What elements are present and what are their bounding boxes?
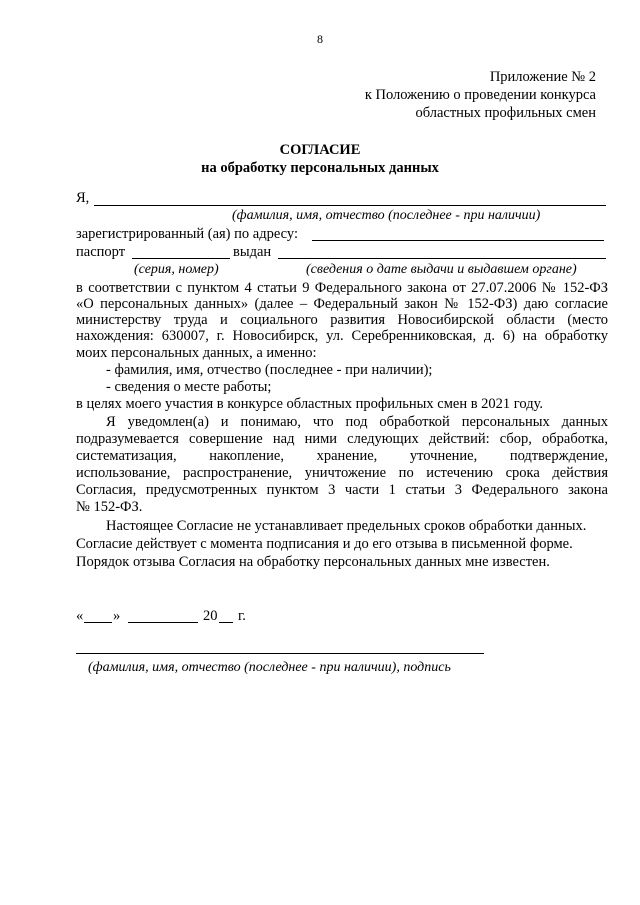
passport-number-blank[interactable] bbox=[132, 258, 230, 259]
year-prefix: 20 bbox=[203, 608, 218, 624]
paragraph-3-line: Порядок отзыва Согласия на обработку персональных данных мне известен. bbox=[76, 554, 550, 570]
signature-blank[interactable] bbox=[76, 653, 484, 654]
paragraph-2-line: подразумевается совершение над ними следующих действий: сбор, обработка, bbox=[76, 431, 608, 447]
paragraph-3-line: Согласие действует с момента подписания и до его отзыва в письменной форме. bbox=[76, 536, 573, 552]
appendix-line-3: областных профильных смен bbox=[415, 105, 596, 121]
paragraph-2-line: систематизация, накопление, хранение, уточнение, подтверждение, bbox=[76, 448, 608, 464]
fio-hint: (фамилия, имя, отчество (последнее - при наличии) bbox=[232, 208, 541, 223]
series-hint: (серия, номер) bbox=[134, 262, 219, 277]
date-close-quote: » bbox=[113, 608, 121, 624]
registration-label: зарегистрированный (ая) по адресу: bbox=[76, 226, 298, 242]
appendix-line-2: к Положению о проведении конкурса bbox=[364, 87, 596, 103]
issued-by-blank[interactable] bbox=[278, 258, 606, 259]
paragraph-1-line: нахождения: 630007, г. Новосибирск, ул. Серебренниковская, д. 6) на обработку bbox=[76, 328, 608, 344]
address-blank[interactable] bbox=[312, 240, 604, 241]
paragraph-3-line: Настоящее Согласие не устанавливает предельных сроков обработки данных. bbox=[106, 518, 587, 534]
paragraph-1-line: «О персональных данных» (далее – Федеральный закон № 152-ФЗ) даю согласие bbox=[76, 296, 608, 312]
list-item: - сведения о месте работы; bbox=[106, 379, 272, 395]
document-subtitle: на обработку персональных данных bbox=[201, 160, 439, 176]
document-title: СОГЛАСИЕ bbox=[279, 142, 361, 158]
page-number: 8 bbox=[317, 32, 323, 46]
issue-hint: (сведения о дате выдачи и выдавшем органе) bbox=[306, 262, 577, 277]
signature-hint: (фамилия, имя, отчество (последнее - при наличии), подпись bbox=[88, 660, 451, 675]
purpose-line: в целях моего участия в конкурсе областных профильных смен в 2021 году. bbox=[76, 396, 544, 412]
paragraph-2-line: № 152-ФЗ. bbox=[76, 499, 143, 515]
paragraph-2-line: Я уведомлен(а) и понимаю, что под обработкой персональных данных bbox=[106, 414, 608, 430]
appendix-line-1: Приложение № 2 bbox=[489, 69, 596, 85]
paragraph-1-line: министерству труда и социального развития Новосибирской области (место bbox=[76, 312, 608, 328]
paragraph-2-line: использование, распространение, уничтожение по истечению срока действия bbox=[76, 465, 608, 481]
issued-label: выдан bbox=[233, 244, 272, 260]
date-open-quote: « bbox=[76, 608, 84, 624]
passport-label: паспорт bbox=[76, 244, 126, 260]
day-blank[interactable] bbox=[84, 622, 112, 623]
year-suffix: г. bbox=[238, 608, 246, 624]
paragraph-2-line: Согласия, предусмотренных пунктом 3 части 1 статьи 3 Федерального закона bbox=[76, 482, 608, 498]
month-blank[interactable] bbox=[128, 622, 198, 623]
paragraph-1-line: в соответствии с пунктом 4 статьи 9 Федерального закона от 27.07.2006 № 152-ФЗ bbox=[76, 280, 608, 296]
paragraph-1-line: моих персональных данных, а именно: bbox=[76, 345, 317, 361]
list-item: - фамилия, имя, отчество (последнее - при наличии); bbox=[106, 362, 433, 378]
fio-blank[interactable] bbox=[94, 205, 606, 206]
i-label: Я, bbox=[76, 190, 90, 206]
year-blank[interactable] bbox=[219, 622, 233, 623]
